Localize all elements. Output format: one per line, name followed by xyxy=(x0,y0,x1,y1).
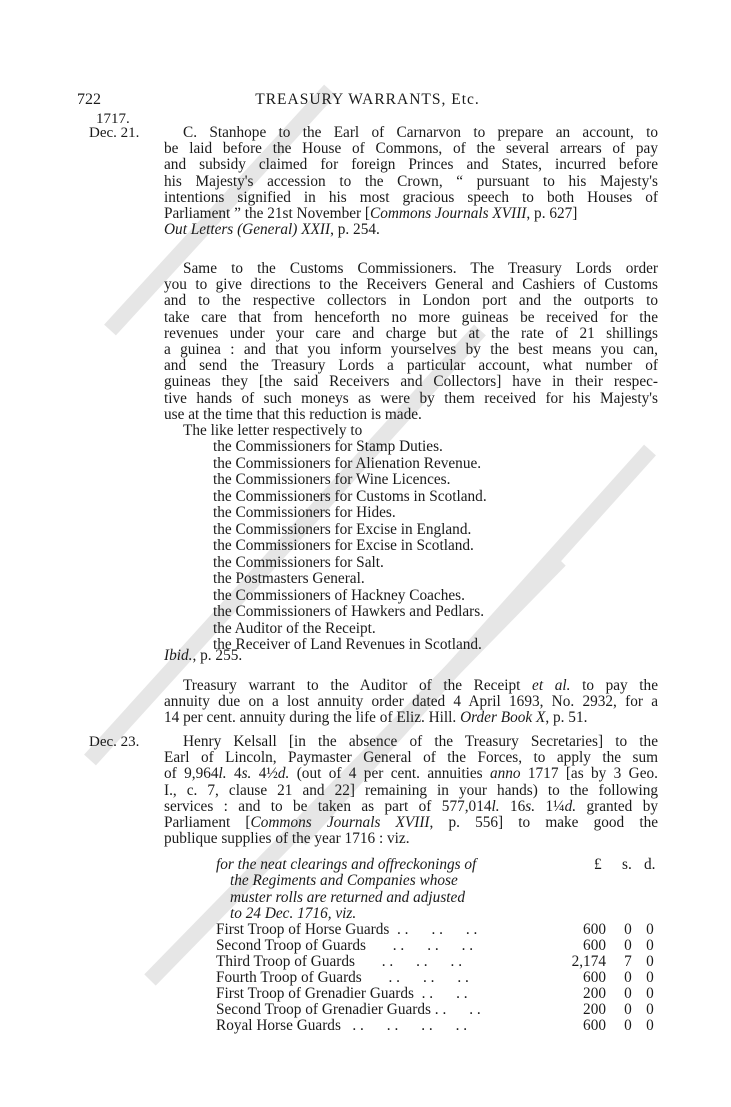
row-shillings: 0 xyxy=(624,937,632,954)
entry-treasury-warrant xyxy=(164,678,658,727)
table-row xyxy=(216,1018,658,1035)
row-pounds: 600 xyxy=(583,1017,606,1034)
like-letter-line: The like letter respectively to xyxy=(183,422,363,440)
row-pence: 0 xyxy=(646,1017,654,1034)
row-pence: 0 xyxy=(646,937,654,954)
row-pounds: 2,174 xyxy=(571,953,606,970)
margin-date-dec-21: Dec. 21. xyxy=(89,125,140,141)
text-line: intentions signified in his most gracious speech to both Houses of xyxy=(164,188,658,206)
text-line: Treasury warrant to the Auditor of the Receipt et al. to pay the xyxy=(183,677,658,694)
text-line: a guinea : and that you inform yourselves by the best means you can, xyxy=(164,341,658,359)
leader-dots: . . . . . . xyxy=(354,953,463,970)
page-header xyxy=(77,92,658,110)
list-item: the Commissioners for Alienation Revenue. xyxy=(213,454,482,472)
row-label: Second Troop of Guards . . . . . . xyxy=(216,937,474,954)
table-heading xyxy=(216,857,536,922)
row-label: Third Troop of Guards . . . . . . xyxy=(216,953,463,970)
text-line: be laid before the House of Commons, of the several arrears of pay xyxy=(164,140,658,158)
entry-kelsall-letter xyxy=(164,734,658,847)
row-pounds: 600 xyxy=(583,969,606,986)
text-line: 14 per cent. annuity during the life of Eliz. Hill. Order Book X, p. 51. xyxy=(164,709,588,727)
row-label: Second Troop of Grenadier Guards . . . . xyxy=(216,1001,481,1018)
text-line: you to give directions to the Receivers General and Cashiers of Customs xyxy=(164,276,658,294)
column-header-pence: d. xyxy=(644,856,656,873)
row-pence: 0 xyxy=(646,969,654,986)
column-header-shillings: s. xyxy=(622,856,632,873)
row-pounds: 600 xyxy=(583,937,606,954)
table-heading-line: muster rolls are returned and adjusted xyxy=(230,888,465,906)
text-line: Earl of Lincoln, Paymaster General of the Forces, to apply the sum xyxy=(164,749,658,767)
row-pence: 0 xyxy=(646,985,654,1002)
row-shillings: 0 xyxy=(624,1017,632,1034)
text-line: Ibid., p. 255. xyxy=(164,647,243,664)
text-line: Same to the Customs Commissioners. The Treasury Lords order xyxy=(183,260,658,277)
row-shillings: 0 xyxy=(624,969,632,986)
list-item: the Auditor of the Receipt. xyxy=(213,619,376,637)
table-column-headers xyxy=(580,857,660,875)
row-pounds: 200 xyxy=(583,985,606,1002)
row-shillings: 0 xyxy=(624,921,632,938)
row-pence: 0 xyxy=(646,953,654,970)
table-heading-line: to 24 Dec. 1716, viz. xyxy=(230,904,357,922)
text-line: his Majesty's accession to the Crown, “ pursuant to his Majesty's xyxy=(164,172,658,190)
row-label: Royal Horse Guards . . . . . . . . xyxy=(216,1017,468,1034)
text-line: use at the time that this reduction is made. xyxy=(164,405,422,423)
text-line: and send the Treasury Lords a particular account, what number of xyxy=(164,357,658,375)
entry-carnarvon-letter xyxy=(164,125,658,238)
citation: Order Book X xyxy=(460,709,546,727)
text-line: of 9,964l. 4s. 4½d. (out of 4 per cent. annuities anno 1717 [as by 3 Geo. xyxy=(164,765,658,783)
leader-dots: . . . . . . xyxy=(361,969,469,986)
leader-dots: . . . . xyxy=(414,985,468,1002)
list-item: the Commissioners of Hackney Coaches. xyxy=(213,586,465,604)
row-label: Fourth Troop of Guards . . . . . . xyxy=(216,969,469,986)
text-line: tive hands of such moneys as were by them received for his Majesty's xyxy=(164,389,658,407)
text-line: I., c. 7, clause 21 and 22] remaining in your hands) to the following xyxy=(164,781,658,799)
list-item: the Commissioners of Hawkers and Pedlars. xyxy=(213,603,485,620)
list-item: the Commissioners for Customs in Scotland. xyxy=(213,487,487,505)
row-shillings: 7 xyxy=(624,953,632,970)
margin-year: 1717. xyxy=(96,111,130,127)
text-line: Parliament ” the 21st November [Commons Journals XVIII, p. 627] xyxy=(164,205,578,223)
recipient-list xyxy=(213,439,487,654)
list-item: the Postmasters General. xyxy=(213,570,365,587)
list-item: the Commissioners for Stamp Duties. xyxy=(213,438,443,455)
text-line: and to the respective collectors in London port and the outports to xyxy=(164,292,658,310)
row-label: First Troop of Horse Guards . . . . . . xyxy=(216,921,478,938)
running-head: TREASURY WARRANTS, Etc. xyxy=(255,91,480,108)
page-number: 722 xyxy=(77,91,101,108)
table-heading-line: for the neat clearings and offreckonings of xyxy=(216,856,477,873)
list-item: the Receiver of Land Revenues in Scotland. xyxy=(213,636,482,653)
text-line: Out Letters (General) XXII, p. 254. xyxy=(164,221,380,239)
leader-dots: . . . . . . xyxy=(366,937,474,954)
citation: Ibid. xyxy=(164,647,193,664)
row-pence: 0 xyxy=(646,1001,654,1018)
row-shillings: 0 xyxy=(624,985,632,1002)
citation: Commons Journals XVIII xyxy=(370,205,527,223)
row-pence: 0 xyxy=(646,921,654,938)
column-header-pounds: £ xyxy=(594,856,602,873)
citation: Out Letters (General) XXII xyxy=(164,221,331,239)
list-item: the Commissioners for Salt. xyxy=(213,553,384,571)
text-line: guineas they [the said Receivers and Collectors] have in their respec- xyxy=(164,373,658,391)
list-item: the Commissioners for Hides. xyxy=(213,504,396,521)
table-heading-line: the Regiments and Companies whose xyxy=(230,872,458,890)
text-line: annuity due on a lost annuity order dated 4 April 1693, No. 2932, for a xyxy=(164,693,658,711)
leader-dots: . . . . xyxy=(430,1001,481,1018)
list-item: the Commissioners for Excise in Scotland. xyxy=(213,537,474,554)
row-pounds: 200 xyxy=(583,1001,606,1018)
text-line: revenues under your care and charge but at the rate of 21 shillings xyxy=(164,324,658,342)
leader-dots: . . . . . . . . xyxy=(340,1017,468,1034)
entry-customs-letter xyxy=(164,261,658,439)
leader-dots: . . . . . . xyxy=(389,921,478,938)
text-line: Parliament [Commons Journals XVIII, p. 556] to make good the xyxy=(164,814,659,832)
list-item: the Commissioners for Wine Licences. xyxy=(213,471,451,488)
text-line: C. Stanhope to the Earl of Carnarvon to prepare an account, to xyxy=(183,124,658,141)
list-item: the Commissioners for Excise in England. xyxy=(213,520,472,538)
row-shillings: 0 xyxy=(624,1001,632,1018)
row-pounds: 600 xyxy=(583,921,606,938)
text-line: and subsidy claimed for foreign Princes and States, incurred before xyxy=(164,156,658,174)
text-line: take care that from henceforth no more guineas be received for the xyxy=(164,308,658,326)
text-line: Henry Kelsall [in the absence of the Treasury Secretaries] to the xyxy=(183,733,658,750)
text-line: publique supplies of the year 1716 : viz. xyxy=(164,830,410,848)
ibid-reference xyxy=(164,648,658,664)
text-line: services : and to be taken as part of 577,014l. 16s. 1¼d. granted by xyxy=(164,797,658,815)
citation: Commons Journals XVIII xyxy=(250,814,430,832)
row-label: First Troop of Grenadier Guards . . . . xyxy=(216,985,468,1002)
margin-date-dec-23: Dec. 23. xyxy=(89,734,140,750)
